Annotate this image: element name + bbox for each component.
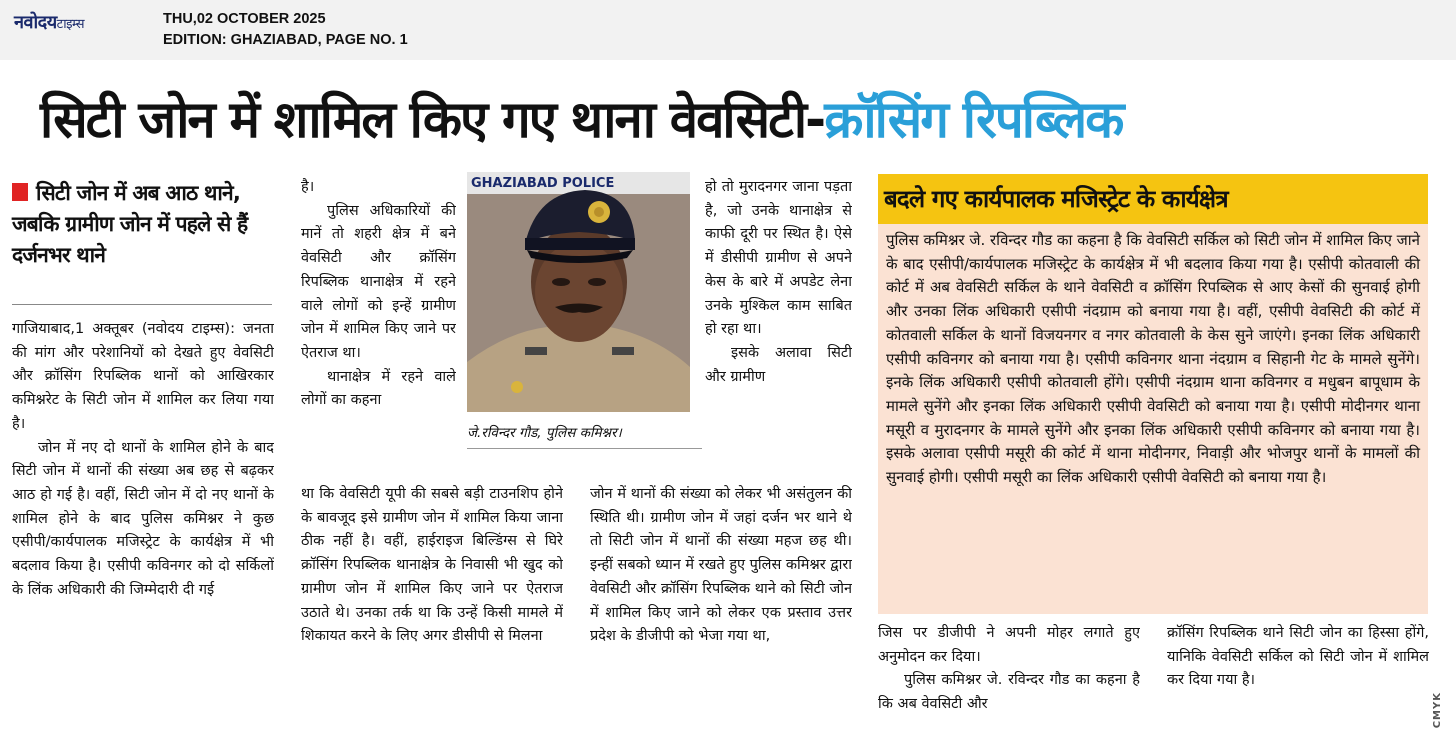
issue-date: THU,02 OCTOBER 2025 [163, 11, 326, 27]
top-bar [0, 0, 1456, 60]
main-headline [40, 78, 1440, 164]
sub-headline [12, 178, 287, 271]
paragraph: थानाक्षेत्र में रहने वाले लोगों का कहना [301, 368, 456, 409]
caption-divider [467, 448, 702, 449]
headline-part-2: क्रॉसिंग रिपब्लिक [824, 91, 1123, 150]
photo-badge-text: GHAZIABAD POLICE [471, 176, 615, 191]
paragraph: हो तो मुरादनगर जाना पड़ता है, जो उनके थानाक्षेत्र से काफी दूरी पर स्थित है। ऐसे में डीसीपी ग्रामीण से अपने केस के बारे में अपडेट लेना उनके मुश्किल काम साबित हो रहा था। [705, 179, 852, 338]
article-column-5 [1167, 622, 1429, 733]
paragraph: था कि वेवसिटी यूपी की सबसे बड़ी टाउनशिप होने के बावजूद इसे ग्रामीण जोन में शामिल किया जाना ठीक नहीं है। वहीं, हाईराइज बिल्डिंग्स से घिरे क्रॉसिंग रिपब्लिक थानाक्षेत्र के निवासी भी खुद को ग्रामीण जोन में शामिल किए जाने पर ऐतराज उठाते थे। उनका तर्क था कि उन्हें किसी मामले में शिकायत करने के लिए अगर डीसीपी से मिलना [301, 486, 563, 645]
edition-info: EDITION: GHAZIABAD, PAGE NO. 1 [163, 32, 408, 48]
photo-caption: जे.रविन्दर गौड, पुलिस कमिश्नर। [467, 425, 622, 441]
sidebar-box-body: पुलिस कमिश्नर जे. रविन्दर गौड का कहना है कि वेवसिटी सर्किल को सिटी जोन में शामिल किए जाने के बाद एसीपी/कार्यपालक मजिस्ट्रेट के कार्यक्षेत्र में भी बदलाव किया गया है। एसीपी कोतवाली की कोर्ट में अब वेवसिटी सर्किल के थाने वेवसिटी व क्रॉसिंग रिपब्लिक से आए केसों की सुनवाई होगी और उनका लिंक अधिकारी एसीपी नंदग्राम को बनाया गया है। वहीं, एसीपी वेवसिटी की कोर्ट में कोतवाली सर्किल के थानों विजयनगर व नगर कोतवाली के केस सुने जाएंगे। इनका लिंक अधिकारी एसीपी कविनगर को बनाया गया है। एसीपी कविनगर थाना नंदग्राम व सिहानी गेट के मामले सुनेंगे। इनके लिंक अधिकारी एसीपी कोतवाली होंगे। एसीपी नंदग्राम थाना कविनगर व मधुबन बापूधाम के मामले सुनेंगे और इनका लिंक अधिकारी एसीपी वेवसिटी को बनाया गया है। एसीपी मोदीनगर थाना मसूरी व मुरादनगर के मामले सुनेंगे और इनका लिंक अधिकारी एसीपी कविनगर को बनाया गया है। इसके अलावा एसीपी मसूरी की कोर्ट में थाना मोदीनगर, निवाड़ी और भोजपुर थानों के मामलों की सुनवाई होगी। एसीपी मसूरी का लिंक अधिकारी एसीपी वेवसिटी को बनाया गया है। [878, 224, 1428, 614]
paragraph: पुलिस अधिकारियों की मानें तो शहरी क्षेत्र में बने वेवसिटी और क्रॉसिंग रिपब्लिक थानाक्षेत्र में रहने वाले लोगों को इन्हें ग्रामीण जोन में शामिल किए जाने पर ऐतराज था। [301, 202, 456, 361]
article-column-3-top [705, 176, 852, 481]
article-column-3-bottom [590, 483, 852, 733]
divider [12, 304, 272, 305]
cmyk-print-mark: CMYK [1432, 692, 1443, 729]
paragraph: जोन में नए दो थानों के शामिल होने के बाद सिटी जोन में थानों की संख्या अब छह से बढ़कर आठ हो गई है। वहीं, सिटी जोन में दो नए थानों के शामिल होने के बाद पुलिस कमिश्नर ने कुछ एसीपी/कार्यपालक मजिस्ट्रेट के कार्यक्षेत्र में भी बदलाव किया है। एसीपी कविनगर को दो सर्किलों के लिंक अधिकारी की जिम्मेदारी दी गई [12, 439, 274, 598]
sidebar-box-heading: बदले गए कार्यपालक मजिस्ट्रेट के कार्यक्षेत्र [878, 174, 1428, 224]
article-column-2-bottom [301, 483, 563, 733]
paragraph: जोन में थानों की संख्या को लेकर भी असंतुलन की स्थिति थी। ग्रामीण जोन में जहां दर्जन भर थाने थे तो सिटी जोन में थानों की संख्या महज छह थी। इन्हीं सबको ध्यान में रखते हुए पुलिस कमिश्नर द्वारा वेवसिटी और क्रॉसिंग रिपब्लिक थाने को सिटी जोन में शामिल किए जाने को लेकर एक प्रस्ताव उत्तर प्रदेश के डीजीपी को भेजा गया था, [590, 486, 852, 645]
article-column-1 [12, 318, 274, 733]
logo-main: नवोदय [14, 12, 57, 33]
logo-sub: टाइम्स [56, 17, 84, 32]
paragraph: पुलिस कमिश्नर जे. रविन्दर गौड का कहना है कि अब वेवसिटी और [878, 672, 1140, 713]
paragraph: क्रॉसिंग रिपब्लिक थाने सिटी जोन का हिस्सा होंगे, यानिकि वेवसिटी सर्किल को सिटी जोन में शामिल कर दिया गया है। [1167, 625, 1429, 689]
sub-headline-text: सिटी जोन में अब आठ थाने, जबकि ग्रामीण जोन में पहले से हैं दर्जनभर थाने [12, 181, 248, 267]
headline-part-1: सिटी जोन में शामिल किए गए थाना वेवसिटी- [40, 91, 825, 150]
commissioner-photo [467, 172, 690, 412]
dateline [163, 9, 408, 51]
newspaper-logo[interactable] [14, 10, 84, 34]
article-column-4 [878, 622, 1140, 733]
paragraph: है। [301, 179, 315, 195]
portrait-illustration [467, 172, 690, 412]
article-column-2-top [301, 176, 456, 481]
red-square-marker [12, 183, 28, 201]
paragraph: गाजियाबाद,1 अक्तूबर (नवोदय टाइम्स): जनता की मांग और परेशानियों को देखते हुए वेवसिटी और क्रॉसिंग रिपब्लिक थानों को आखिरकार कमिश्नरेट के सिटी जोन में शामिल कर लिया गया है। [12, 321, 274, 432]
paragraph: जिस पर डीजीपी ने अपनी मोहर लगाते हुए अनुमोदन कर दिया। [878, 625, 1140, 665]
paragraph: इसके अलावा सिटी और ग्रामीण [705, 344, 852, 385]
